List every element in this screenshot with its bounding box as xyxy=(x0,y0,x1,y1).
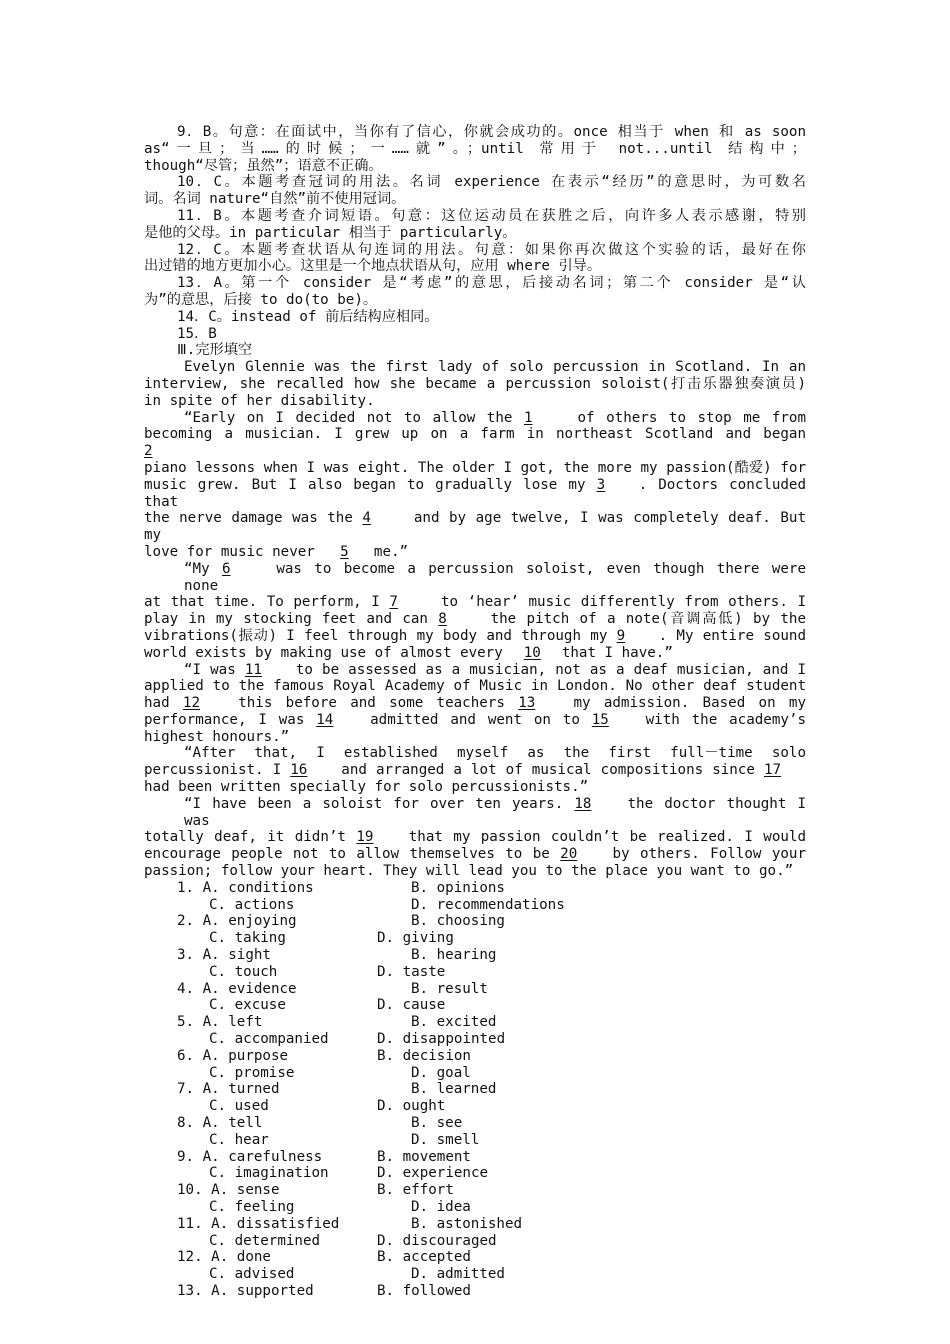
question-row xyxy=(144,1149,806,1166)
passage-text: becoming a musician. I grew up on a farm in northeast Scotland and began xyxy=(144,426,806,443)
blank-17: 17 xyxy=(763,762,782,779)
blank-15: 15 xyxy=(591,711,609,728)
question-option-b: B. see xyxy=(411,1115,463,1132)
question-row xyxy=(144,997,806,1014)
explanation-line: 12．C。本题考查状语从句连词的用法。句意：如果你再次做这个实验的话，最好在你 xyxy=(177,241,806,258)
passage-text: of others to stop me from xyxy=(565,409,806,426)
passage-line xyxy=(144,510,806,544)
question-option-c: C. imagination xyxy=(209,1165,329,1182)
question-row xyxy=(144,1048,806,1065)
question-option-b: B. effort xyxy=(377,1182,454,1199)
explanation-line: 词。名词 nature“自然”前不使用冠词。 xyxy=(144,191,406,208)
explanation-line: though“尽管；虽然”；语意不正确。 xyxy=(144,157,383,174)
passage-text: “I was xyxy=(184,661,245,678)
passage-text: piano lessons when I was eight. The older I got, the more my passion(酷爱) for xyxy=(144,459,806,476)
passage-text: admitted and went on to xyxy=(358,711,592,728)
document-page xyxy=(144,124,806,1300)
question-option-c: C. feeling xyxy=(209,1199,295,1215)
blank-2: 2 xyxy=(144,443,153,460)
passage-line xyxy=(144,779,806,796)
question-row xyxy=(144,964,806,981)
passage-text: music grew. But I also began to gradually lose my xyxy=(144,476,597,493)
passage-text: had been written specially for solo percussionists.” xyxy=(144,779,589,796)
question-row xyxy=(144,880,806,897)
question-option-d: D. cause xyxy=(377,997,446,1014)
question-option-b: B. opinions xyxy=(411,879,505,896)
question-option-d: D. experience xyxy=(377,1165,489,1182)
explanation-line: 13．A。第一个 consider 是“考虑”的意思，后接动名词；第二个 consider 是“认 xyxy=(177,275,806,292)
passage-line xyxy=(144,393,806,410)
blank-18: 18 xyxy=(574,795,592,812)
cloze-passage xyxy=(144,359,806,880)
passage-text: and by age twelve, I was completely deaf. But my xyxy=(144,510,806,544)
question-row xyxy=(144,930,806,947)
question-option-d: D. idea xyxy=(411,1199,471,1215)
explanation-line: 9．B。句意：在面试中，当你有了信心，你就会成功的。once 相当于 when 和 as soon xyxy=(177,124,806,140)
question-row xyxy=(144,1098,806,1115)
question-row xyxy=(144,1132,806,1149)
passage-text: highest honours.” xyxy=(144,728,290,745)
question-option-c: C. advised xyxy=(209,1266,295,1283)
passage-line xyxy=(144,796,806,830)
passage-line xyxy=(144,426,806,460)
passage-text: interview, she recalled how she became a percussion soloist(打击乐器独奏演员) xyxy=(144,375,806,392)
question-row xyxy=(144,1014,806,1031)
blank-13: 13 xyxy=(518,695,536,712)
question-option-d: D. discouraged xyxy=(377,1232,497,1249)
question-option-b: B. learned xyxy=(411,1081,497,1098)
passage-line xyxy=(144,410,806,427)
explanation-line: 11．B。本题考查介词短语。句意：这位运动员在获胜之后，向许多人表示感谢，特别 xyxy=(177,207,806,224)
blank-20: 20 xyxy=(560,846,578,863)
passage-text: . My entire sound xyxy=(658,627,806,644)
explanation-line: 10．C。本题考查冠词的用法。名词 experience 在表示“经历”的意思时，为可数名 xyxy=(177,174,806,191)
explanation-line: as“一旦；当……的时候；一……就”。；until 常用于 not...until 结构中； xyxy=(144,140,806,157)
question-option-a: 3. A. sight xyxy=(177,947,271,964)
blank-14: 14 xyxy=(316,711,334,728)
question-option-c: C. hear xyxy=(209,1131,269,1148)
passage-text: “I have been a soloist for over ten years. xyxy=(184,795,575,812)
passage-line xyxy=(144,460,806,477)
section-title: Ⅲ.完形填空 xyxy=(177,342,253,359)
passage-text: percussionist. I xyxy=(144,762,291,779)
question-option-d: D. admitted xyxy=(411,1266,505,1283)
question-option-c: C. excuse xyxy=(209,997,286,1014)
blank-10: 10 xyxy=(523,644,541,661)
question-option-c: C. actions xyxy=(209,896,295,913)
passage-text: “After that, I established myself as the first full－time solo xyxy=(184,745,806,762)
passage-line xyxy=(144,745,806,762)
passage-text: Evelyn Glennie was the first lady of solo percussion in Scotland. In an xyxy=(184,359,806,376)
question-option-d: D. goal xyxy=(411,1064,471,1081)
passage-text: at that time. To perform, I xyxy=(144,594,390,611)
question-option-b: B. movement xyxy=(377,1148,471,1165)
passage-line xyxy=(144,729,806,746)
passage-text: . Doctors concluded that xyxy=(144,476,806,510)
passage-text: had xyxy=(144,695,183,712)
blank-3: 3 xyxy=(596,476,606,493)
question-option-a: 11. A. dissatisfied xyxy=(177,1215,340,1232)
question-option-a: 12. A. done xyxy=(177,1249,271,1266)
blank-5: 5 xyxy=(340,543,349,560)
question-option-a: 1. A. conditions xyxy=(177,879,314,896)
passage-text: “Early on I decided not to allow the xyxy=(184,409,524,426)
passage-line xyxy=(144,628,806,645)
question-option-c: C. touch xyxy=(209,963,278,980)
question-row xyxy=(144,1199,806,1216)
passage-text: me.” xyxy=(365,543,409,560)
question-option-d: D. recommendations xyxy=(411,896,565,913)
question-row xyxy=(144,1249,806,1266)
question-option-b: B. hearing xyxy=(411,947,497,964)
question-option-a: 6. A. purpose xyxy=(177,1047,289,1064)
passage-line xyxy=(144,645,806,662)
explanation-line: 15．B xyxy=(177,325,217,342)
passage-line xyxy=(144,662,806,679)
blank-16: 16 xyxy=(290,762,308,779)
question-option-a: 8. A. tell xyxy=(177,1115,263,1132)
question-option-a: 2. A. enjoying xyxy=(177,913,297,930)
blank-8: 8 xyxy=(438,611,447,628)
passage-text: “My xyxy=(184,560,222,577)
blank-1: 1 xyxy=(523,409,533,426)
explanation-line: 14．C。instead of 前后结构应相同。 xyxy=(177,308,439,325)
passage-text: with the academy’s xyxy=(633,711,807,728)
passage-text: to be assessed as a musician, not as a deaf musician, and I xyxy=(286,661,806,678)
question-option-c: C. taking xyxy=(209,930,286,947)
passage-text: to ‘hear’ music differently from others. I xyxy=(431,594,806,611)
passage-line xyxy=(144,846,806,863)
passage-text: the pitch of a note(音调高低) by the xyxy=(480,611,806,628)
passage-text: play in my stocking feet and can xyxy=(144,611,439,628)
passage-line xyxy=(144,359,806,376)
question-option-c: C. used xyxy=(209,1098,269,1115)
question-option-a: 7. A. turned xyxy=(177,1081,280,1098)
blank-6: 6 xyxy=(221,560,231,577)
passage-text: by others. Follow your xyxy=(602,846,806,863)
explanation-line: 是他的父母。in particular 相当于 particularly。 xyxy=(144,224,517,241)
question-row xyxy=(144,913,806,930)
explanation-line: 为”的意思，后接 to do(to be)。 xyxy=(144,291,378,308)
passage-line xyxy=(144,695,806,712)
passage-line xyxy=(144,477,806,511)
question-row xyxy=(144,1065,806,1082)
question-row xyxy=(144,947,806,964)
passage-line xyxy=(144,712,806,729)
question-option-b: B. decision xyxy=(377,1047,471,1064)
passage-text: love for music never xyxy=(144,543,324,560)
passage-line xyxy=(144,376,806,393)
question-row xyxy=(144,1115,806,1132)
question-option-c: C. determined xyxy=(209,1232,321,1249)
passage-text: the doctor thought I was xyxy=(184,795,807,829)
passage-text: this before and some teachers xyxy=(224,695,519,712)
blank-19: 19 xyxy=(356,829,374,846)
passage-text: world exists by making use of almost every xyxy=(144,644,512,661)
question-option-c: C. accompanied xyxy=(209,1031,329,1048)
question-option-b: B. accepted xyxy=(377,1249,471,1266)
question-option-a: 13. A. supported xyxy=(177,1282,314,1299)
question-options xyxy=(144,880,806,1300)
question-row xyxy=(144,981,806,998)
passage-text: and arranged a lot of musical compositions since xyxy=(332,762,764,779)
passage-line xyxy=(144,594,806,611)
passage-text: applied to the famous Royal Academy of Music in London. No other deaf student xyxy=(144,678,806,695)
passage-line xyxy=(144,678,806,695)
question-row xyxy=(144,1165,806,1182)
passage-text: that my passion couldn’t be realized. I would xyxy=(398,829,806,846)
question-row xyxy=(144,1233,806,1250)
passage-text: was to become a percussion soloist, even though there were none xyxy=(184,560,806,594)
passage-text: totally deaf, it didn’t xyxy=(144,829,357,846)
passage-text: encourage people not to allow themselves to be xyxy=(144,846,561,863)
blank-9: 9 xyxy=(616,627,626,644)
passage-line xyxy=(144,544,806,561)
question-option-c: C. promise xyxy=(209,1064,295,1081)
question-option-a: 10. A. sense xyxy=(177,1182,280,1199)
question-row xyxy=(144,1266,806,1283)
question-option-d: D. ought xyxy=(377,1098,446,1115)
question-option-b: B. astonished xyxy=(411,1215,523,1232)
passage-text: my admission. Based on my xyxy=(560,695,806,712)
question-row xyxy=(144,897,806,914)
passage-line xyxy=(144,561,806,595)
passage-text: vibrations(振动) I feel through my body and through my xyxy=(144,627,617,644)
question-option-d: D. disappointed xyxy=(377,1031,506,1048)
question-option-a: 4. A. evidence xyxy=(177,980,297,997)
question-row xyxy=(144,1081,806,1098)
blank-11: 11 xyxy=(244,661,262,678)
question-option-b: B. choosing xyxy=(411,913,505,930)
blank-12: 12 xyxy=(182,695,201,712)
passage-text: the nerve damage was the xyxy=(144,510,363,527)
question-option-b: B. result xyxy=(411,980,488,997)
passage-line xyxy=(144,762,806,779)
blank-4: 4 xyxy=(362,510,371,527)
passage-text: in spite of her disability. xyxy=(144,392,375,409)
passage-text: that I have.” xyxy=(553,644,673,661)
question-option-a: 5. A. left xyxy=(177,1014,263,1031)
passage-line xyxy=(144,829,806,846)
passage-text: performance, I was xyxy=(144,711,317,728)
question-row xyxy=(144,1216,806,1233)
question-option-b: B. followed xyxy=(377,1282,471,1299)
answer-explanations xyxy=(144,124,806,342)
question-option-b: B. excited xyxy=(411,1014,497,1031)
passage-line xyxy=(144,863,806,880)
explanation-line: 出过错的地方更加小心。这里是一个地点状语从句，应用 where 引导。 xyxy=(144,258,602,275)
question-option-d: D. giving xyxy=(377,930,454,947)
question-row xyxy=(144,1283,806,1300)
passage-line xyxy=(144,611,806,628)
question-row xyxy=(144,1031,806,1048)
question-row xyxy=(144,1182,806,1199)
passage-text: passion; follow your heart. They will lead you to the place you want to go.” xyxy=(144,863,794,880)
question-option-d: D. smell xyxy=(411,1131,480,1148)
question-option-a: 9. A. carefulness xyxy=(177,1148,323,1165)
question-option-d: D. taste xyxy=(377,963,446,980)
blank-7: 7 xyxy=(389,594,398,611)
